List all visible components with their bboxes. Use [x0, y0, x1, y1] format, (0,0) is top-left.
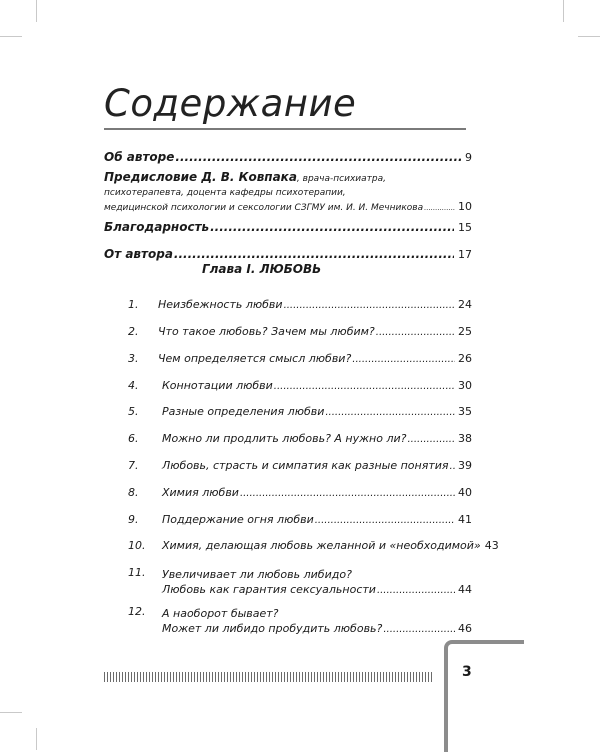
item-text: Поддержание огня любви: [162, 513, 314, 526]
crop-mark-top-left: [36, 0, 37, 22]
entry-page: 10: [458, 200, 472, 213]
leader-dots: [315, 515, 455, 526]
item-page: 30: [458, 379, 472, 392]
item-number: 4.: [128, 379, 139, 392]
item-number: 12.: [128, 605, 146, 618]
item-page: 39: [458, 459, 472, 472]
toc-item-7[interactable]: [128, 459, 472, 472]
toc-item-5[interactable]: [128, 405, 472, 418]
item-number: 7.: [128, 459, 139, 472]
toc-item-3[interactable]: [128, 352, 472, 365]
item-text: Химия, делающая любовь желанной и «необходимой»: [162, 539, 481, 552]
item-text: Что такое любовь? Зачем мы любим?: [158, 325, 375, 338]
toc-entry-gratitude[interactable]: [104, 220, 472, 234]
item-text: Любовь, страсть и симпатия как разные понятия: [162, 459, 449, 472]
item-text: Неизбежность любви: [158, 298, 283, 311]
footer-hatch-bar: [104, 672, 432, 682]
leader-dots: [240, 488, 455, 499]
item-text: Разные определения любви: [162, 405, 325, 418]
page-number: 3: [462, 664, 472, 680]
item-page: 46: [458, 622, 472, 635]
leader-dots: [210, 220, 454, 234]
entry-page: 9: [465, 151, 472, 164]
toc-item-8[interactable]: [128, 486, 472, 499]
leader-dots: [352, 354, 455, 365]
item-text-line-1: А наоборот бывает?: [162, 607, 279, 620]
leader-dots: [175, 150, 461, 164]
item-page: 24: [458, 298, 472, 311]
toc-item-12[interactable]: [128, 605, 472, 635]
toc-item-11[interactable]: [128, 566, 472, 596]
entry-sub-1: , врача-психиатра,: [296, 174, 386, 184]
item-number: 1.: [128, 298, 139, 311]
crop-mark-bottom-left-h: [0, 712, 22, 713]
leader-dots: [274, 381, 455, 392]
leader-dots: [376, 327, 455, 338]
item-page: 44: [458, 583, 472, 596]
crop-mark-bottom-left: [36, 728, 37, 750]
toc-item-4[interactable]: [128, 379, 472, 392]
entry-page: 17: [458, 248, 472, 261]
entry-sub-2: психотерапевта, доцента кафедры психотерапии,: [104, 188, 346, 198]
toc-entry-preface[interactable]: [104, 170, 472, 215]
leader-dots: [383, 624, 455, 635]
item-page: 41: [458, 513, 472, 526]
item-number: 6.: [128, 432, 139, 445]
item-page: 25: [458, 325, 472, 338]
item-text: Можно ли продлить любовь? А нужно ли?: [162, 432, 407, 445]
toc-item-6[interactable]: [128, 432, 472, 445]
item-page: 35: [458, 405, 472, 418]
entry-label: От автора: [104, 247, 173, 261]
item-number: 11.: [128, 566, 146, 579]
entry-label: Об авторе: [104, 150, 175, 164]
entry-sub-3: медицинской психологии и сексологии СЗГМУ им. И. И. Мечникова: [104, 203, 424, 213]
chapter-heading: Глава I. ЛЮБОВЬ: [202, 262, 322, 276]
item-text-line-1: Увеличивает ли любовь либидо?: [162, 568, 352, 581]
item-text-line-2: Любовь как гарантия сексуальности: [162, 583, 376, 596]
entry-page: 15: [458, 221, 472, 234]
item-page: 43: [484, 539, 499, 552]
crop-mark-top-left-h: [0, 36, 22, 37]
item-text-line-2: Может ли либидо пробудить любовь?: [162, 622, 383, 635]
item-number: 3.: [128, 352, 139, 365]
item-page: 38: [458, 432, 472, 445]
item-text: Химия любви: [162, 486, 239, 499]
item-number: 10.: [128, 539, 146, 552]
item-page: 40: [458, 486, 472, 499]
crop-mark-top-right-h: [578, 36, 600, 37]
toc-item-2[interactable]: [128, 325, 472, 338]
title-underline: [104, 128, 466, 130]
item-number: 8.: [128, 486, 139, 499]
toc-entry-about-author[interactable]: [104, 150, 472, 164]
leader-dots: [284, 300, 455, 311]
item-text: Коннотации любви: [162, 379, 273, 392]
page-title: Содержание: [104, 82, 357, 125]
item-number: 9.: [128, 513, 139, 526]
leader-dots: [325, 407, 455, 418]
leader-dots: [424, 202, 455, 215]
item-text: Чем определяется смысл любви?: [158, 352, 352, 365]
leader-dots: [450, 461, 455, 472]
item-page: 26: [458, 352, 472, 365]
leader-dots: [407, 434, 455, 445]
entry-label: Благодарность: [104, 220, 210, 234]
item-number: 5.: [128, 405, 139, 418]
toc-item-10[interactable]: [128, 539, 499, 552]
leader-dots: [377, 585, 455, 596]
entry-label: Предисловие Д. В. Ковпака: [104, 170, 297, 184]
toc-item-9[interactable]: [128, 513, 472, 526]
toc-entry-from-author[interactable]: [104, 247, 472, 261]
leader-dots: [174, 247, 454, 261]
page-corner-bracket: [444, 640, 524, 752]
item-number: 2.: [128, 325, 139, 338]
crop-mark-top-right: [563, 0, 564, 22]
toc-item-1[interactable]: [128, 298, 472, 311]
